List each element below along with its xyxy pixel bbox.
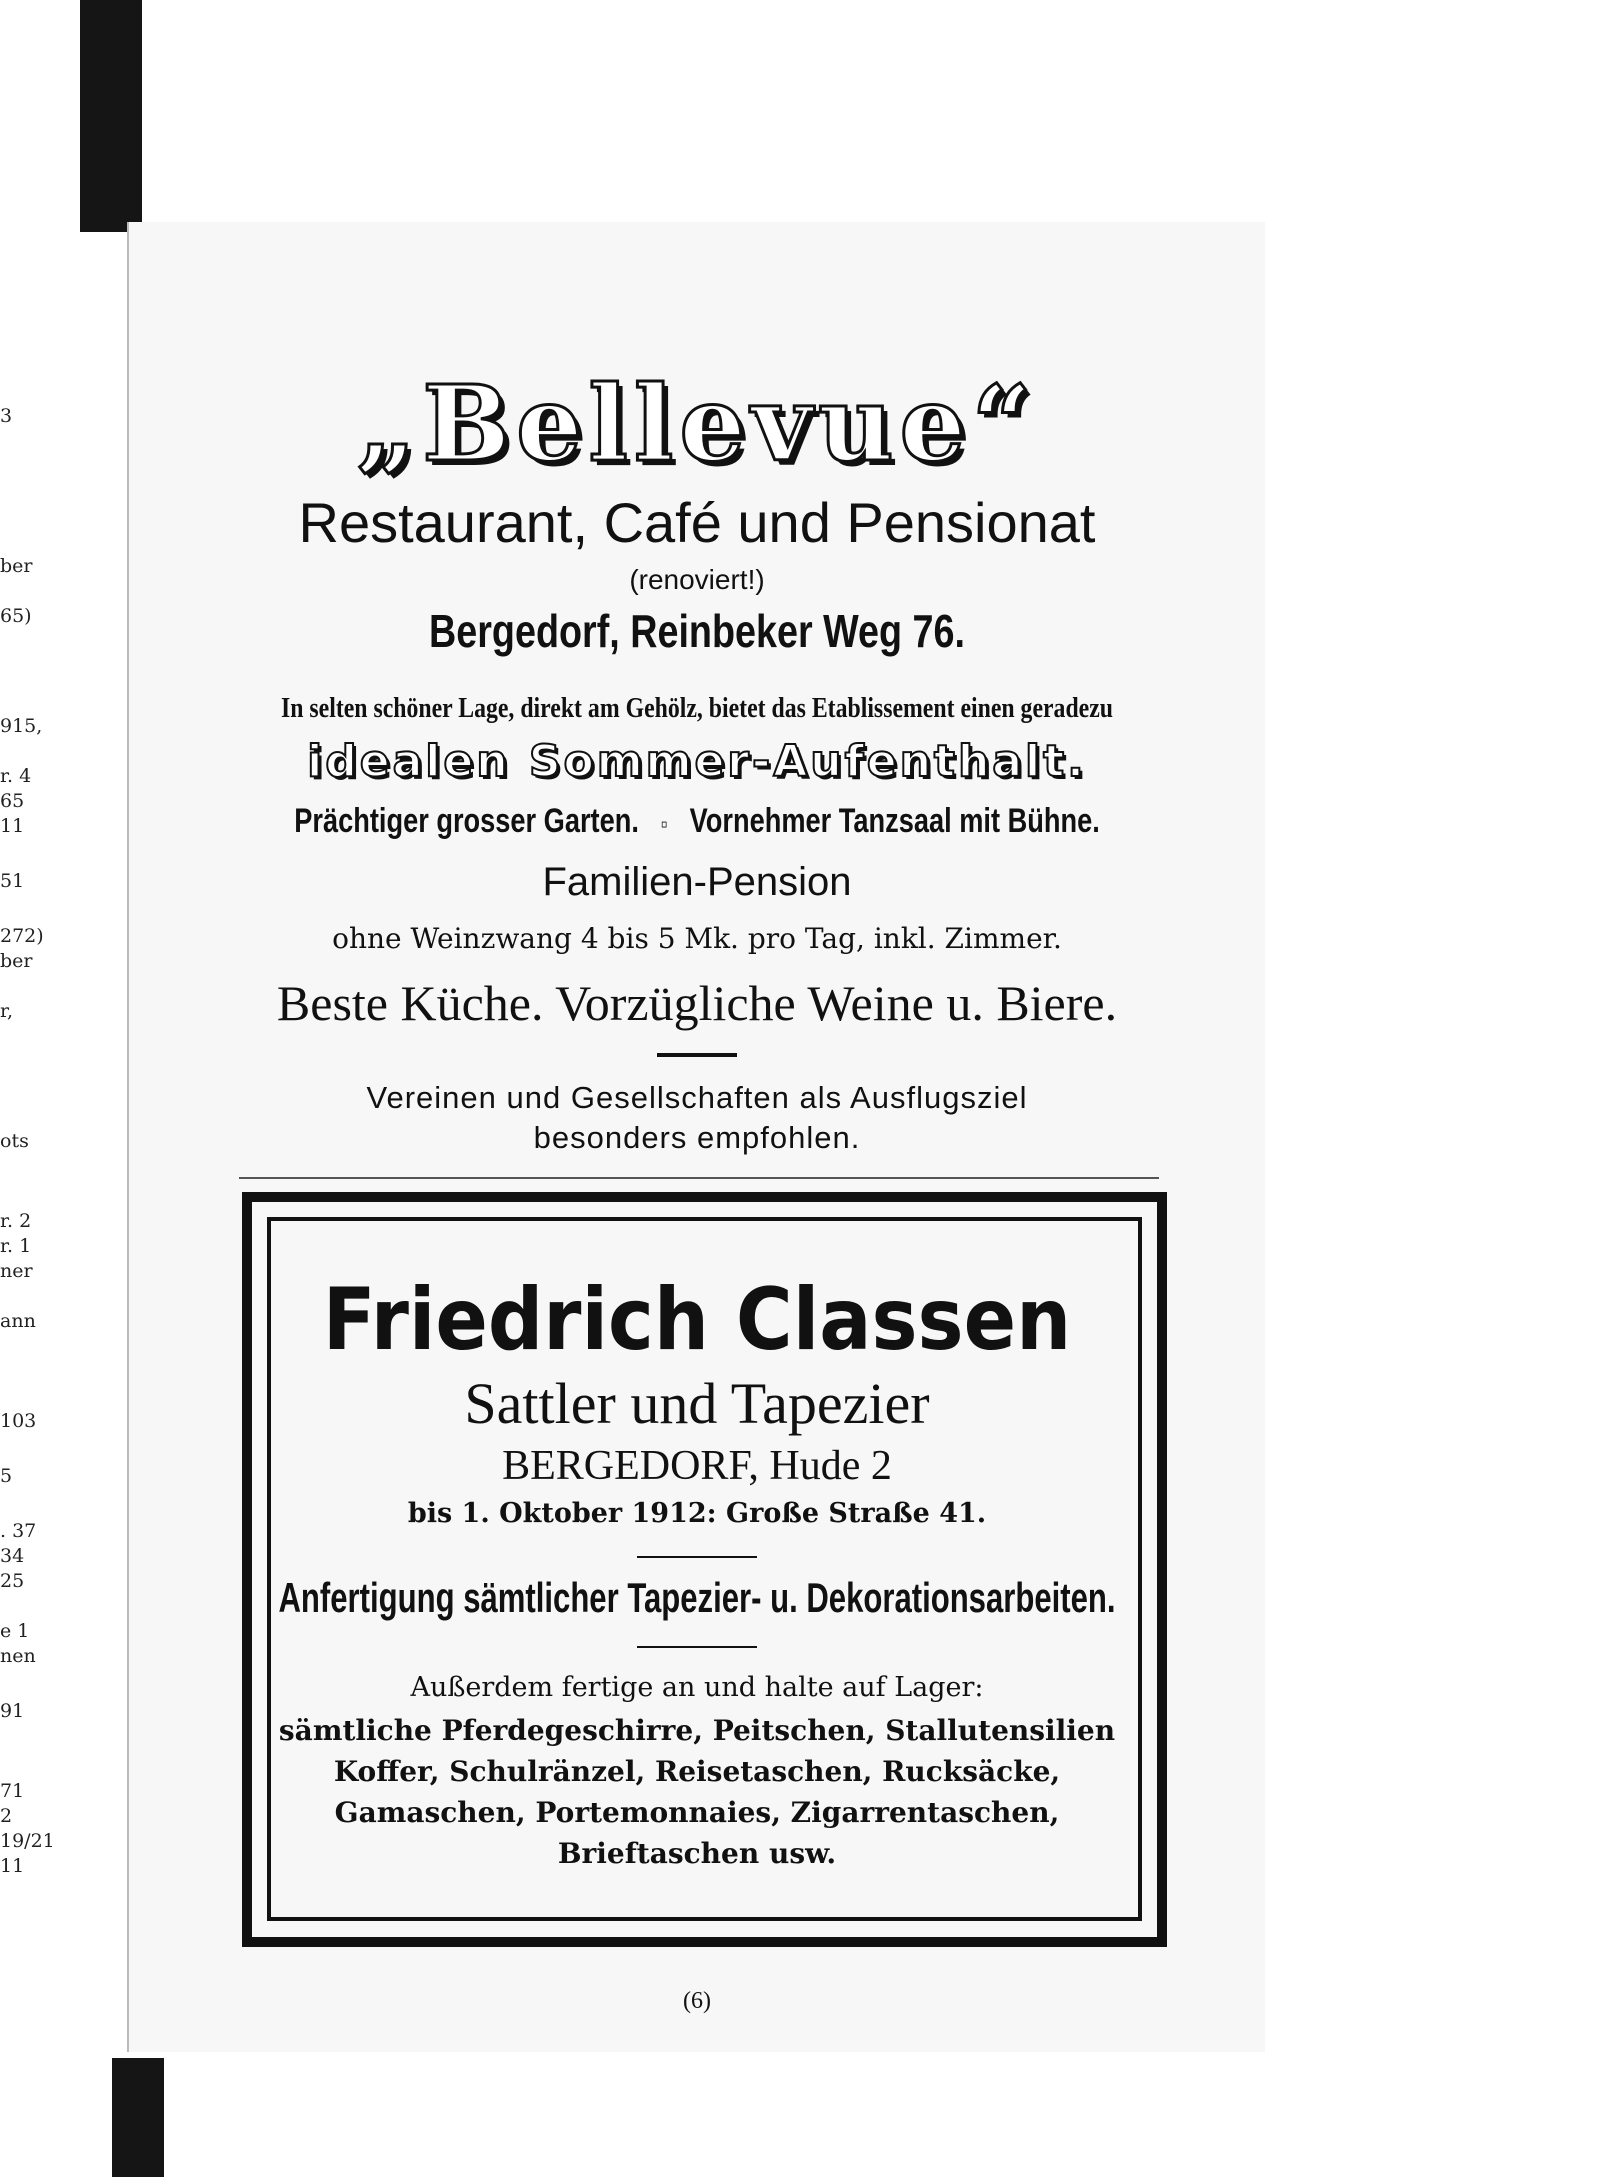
page-number: (6) (683, 1988, 711, 2014)
margin-fragment: ner (0, 1260, 33, 1282)
adjacent-page-margin (0, 380, 60, 1900)
recommendation-line-1: Vereinen und Gesellschaften als Ausflugsziel (366, 1080, 1028, 1115)
stock-items-list (129, 1710, 1265, 1874)
section-divider (239, 1177, 1159, 1179)
margin-fragment: 915, (0, 715, 43, 737)
short-divider (637, 1646, 757, 1648)
margin-fragment: 103 (0, 1410, 37, 1432)
garden-hall-line (243, 802, 1152, 841)
stock-item: sämtliche Pferdegeschirre, Peitschen, Stallutensilien (278, 1714, 1116, 1747)
classen-address: BERGEDORF, Hude 2 (502, 1443, 892, 1489)
margin-fragment: ber (0, 555, 33, 577)
book-spine-top (80, 0, 142, 232)
short-divider (637, 1556, 757, 1558)
classen-service: Anfertigung sämtlicher Tapezier- u. Dekorationsarbeiten. (278, 1574, 1116, 1621)
classen-future-address: bis 1. Oktober 1912: Große Straße 41. (407, 1498, 987, 1529)
dance-hall-text: Vornehmer Tanzsaal mit Bühne. (689, 802, 1100, 840)
margin-fragment: 19/21 (0, 1830, 55, 1852)
margin-fragment: r. 4 (0, 765, 32, 787)
margin-fragment: r, (0, 1000, 14, 1022)
ornament-divider (129, 1044, 1265, 1056)
advertisement-page (127, 222, 1265, 2052)
pension-price: ohne Weinzwang 4 bis 5 Mk. pro Tag, inkl. Zimmer. (332, 922, 1062, 955)
margin-fragment: 11 (0, 1855, 25, 1877)
book-spine-bottom (112, 2058, 164, 2177)
classen-trade: Sattler und Tapezier (464, 1371, 930, 1436)
recommendation-line-2: besonders empfohlen. (533, 1120, 861, 1155)
bellevue-address: Bergedorf, Reinbeker Weg 76. (429, 605, 965, 657)
square-separator-icon: ▫ (660, 811, 668, 838)
margin-fragment: 3 (0, 405, 13, 427)
margin-fragment: 51 (0, 870, 25, 892)
margin-fragment: r. 2 (0, 1210, 32, 1232)
margin-fragment: ann (0, 1310, 36, 1332)
family-pension-heading: Familien-Pension (542, 860, 852, 904)
margin-fragment: 91 (0, 1700, 25, 1722)
margin-fragment: 65 (0, 790, 25, 812)
stock-item: Brieftaschen usw. (557, 1837, 837, 1870)
stock-item: Gamaschen, Portemonnaies, Zigarrentaschen, (334, 1796, 1060, 1829)
kitchen-wines-line: Beste Küche. Vorzügliche Weine u. Biere. (276, 975, 1118, 1031)
summer-stay-highlight: idealen Sommer-Aufenthalt. (307, 736, 1087, 787)
garden-text: Prächtiger grosser Garten. (294, 802, 639, 840)
stock-item: Koffer, Schulränzel, Reisetaschen, Rucksäcke, (333, 1755, 1061, 1788)
margin-fragment: 25 (0, 1570, 25, 1592)
margin-fragment: 71 (0, 1780, 25, 1802)
stock-intro: Außerdem fertige an und halte auf Lager: (410, 1672, 984, 1703)
margin-fragment: 272) (0, 925, 44, 947)
margin-fragment: r. 1 (0, 1235, 32, 1257)
margin-fragment: 34 (0, 1545, 25, 1567)
location-text: In selten schöner Lage, direkt am Gehölz, bietet das Etablissement einen geradezu (280, 692, 1114, 724)
margin-fragment: 5 (0, 1465, 13, 1487)
margin-fragment: 11 (0, 815, 25, 837)
margin-fragment: e 1 (0, 1620, 30, 1642)
margin-fragment: 65) (0, 605, 32, 627)
margin-fragment: ots (0, 1130, 29, 1152)
margin-fragment: nen (0, 1645, 36, 1667)
margin-fragment: ber (0, 950, 33, 972)
classen-name: Friedrich Classen (322, 1270, 1072, 1370)
margin-fragment: . 37 (0, 1520, 37, 1542)
renovated-note: (renoviert!) (629, 564, 765, 595)
bellevue-title: „Bellevue“ (356, 362, 1038, 485)
bellevue-subtitle: Restaurant, Café und Pensionat (298, 491, 1096, 554)
margin-fragment: 2 (0, 1805, 13, 1827)
